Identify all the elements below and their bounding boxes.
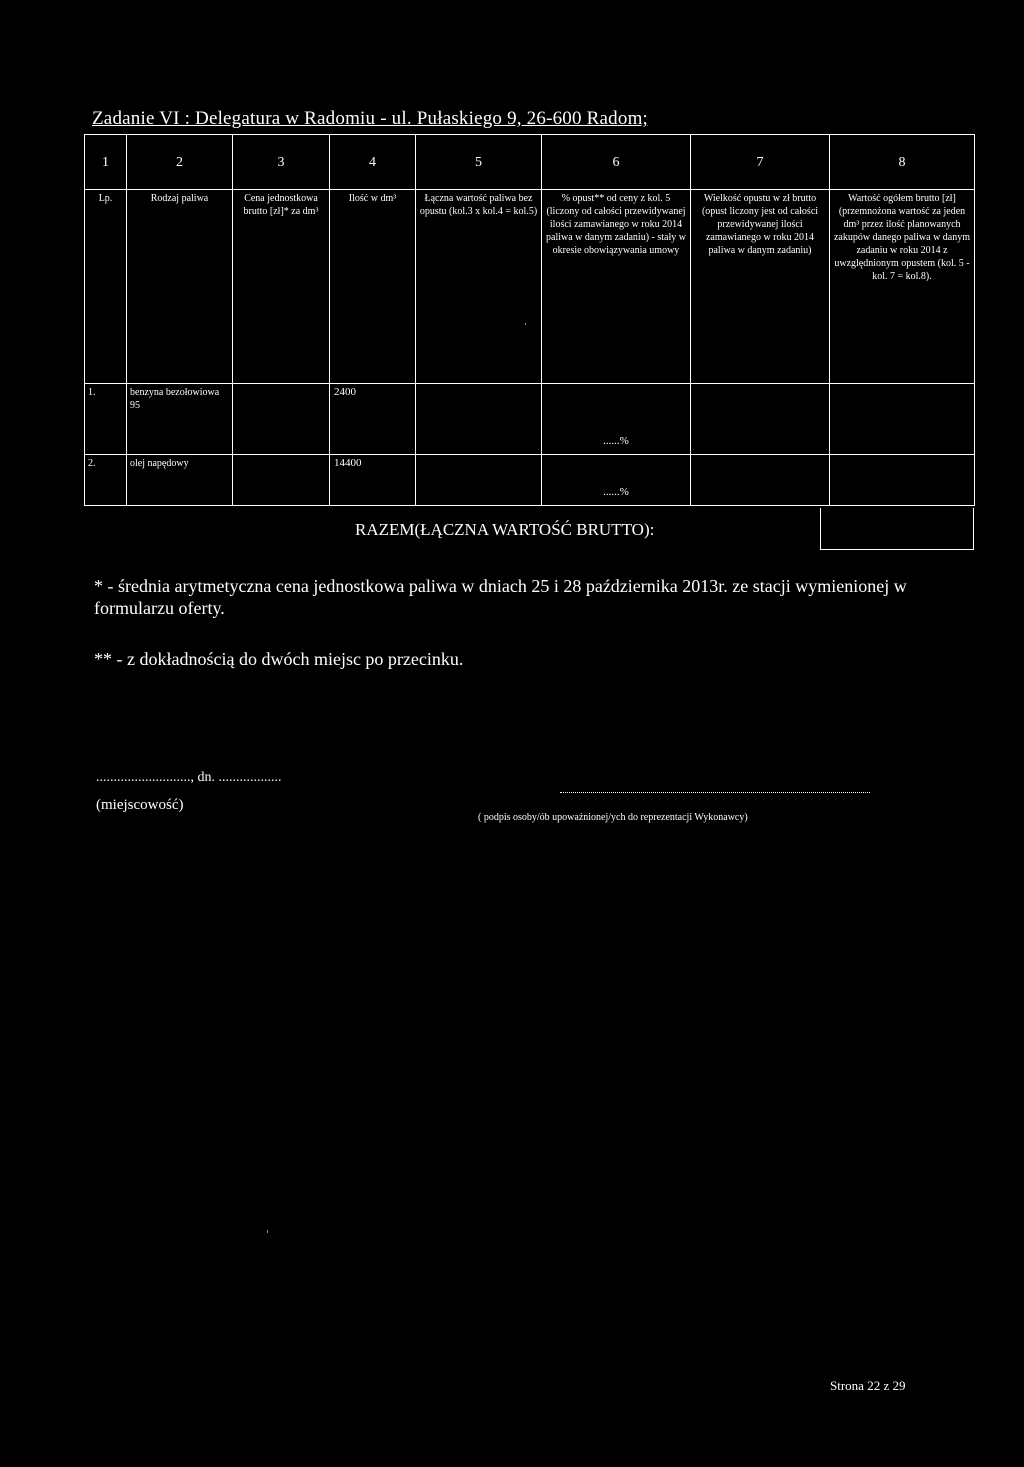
header-quantity: Ilość w dm³ (330, 190, 416, 384)
column-number-row (85, 135, 975, 190)
signature-line[interactable] (560, 792, 870, 793)
row-lp: 2. (85, 455, 127, 506)
column-number: 4 (330, 135, 416, 190)
header-total-gross: Wartość ogółem brutto [zł] (przemnożona wartość za jeden dm³ przez ilość planowanych zakupów danego paliwa w danym zadaniu w roku 2014 z uwzględnionym opustem (kol. 5 - kol. 7 = kol.8). (830, 190, 975, 384)
scan-speck (525, 323, 526, 325)
header-row (85, 190, 975, 384)
column-number: 1 (85, 135, 127, 190)
header-lp: Lp. (85, 190, 127, 384)
row-lp: 1. (85, 384, 127, 455)
place-label: (miejscowość) (96, 797, 184, 813)
row-quantity: 14400 (330, 455, 416, 506)
page-title: Zadanie VI : Delegatura w Radomiu - ul. Pułaskiego 9, 26-600 Radom; (92, 108, 649, 129)
scan-speck (267, 1230, 268, 1233)
row-fuel: benzyna bezołowiowa 95 (127, 384, 233, 455)
page-number: Strona 22 z 29 (830, 1378, 906, 1393)
header-total-without-discount: Łączna wartość paliwa bez opustu (kol.3 x kol.4 = kol.5) (416, 190, 542, 384)
row-value-field[interactable] (416, 384, 542, 455)
column-number: 7 (691, 135, 830, 190)
row-total-field[interactable] (830, 384, 975, 455)
table-row (85, 384, 975, 455)
totals-field[interactable] (820, 508, 974, 550)
row-total-field[interactable] (830, 455, 975, 506)
row-quantity: 2400 (330, 384, 416, 455)
row-discount-amount-field[interactable] (691, 384, 830, 455)
footnote-price: * - średnia arytmetyczna cena jednostkowa paliwa w dniach 25 i 28 października 2013r. ze stacji wymienionej w formularzu oferty. (94, 576, 907, 618)
column-number: 5 (416, 135, 542, 190)
row-value-field[interactable] (416, 455, 542, 506)
row-price-field[interactable] (233, 455, 330, 506)
header-discount-percent: % opust** od ceny z kol. 5 (liczony od całości przewidywanej ilości zamawianego w roku 2014 paliwa w danym zadaniu) - stały w okresie obowiązywania umowy (542, 190, 691, 384)
totals-label: RAZEM(ŁĄCZNA WARTOŚĆ BRUTTO): (355, 520, 655, 539)
column-number: 3 (233, 135, 330, 190)
row-fuel: olej napędowy (127, 455, 233, 506)
header-fuel-type: Rodzaj paliwa (127, 190, 233, 384)
row-discount-amount-field[interactable] (691, 455, 830, 506)
signature-label: ( podpis osoby/ób upoważnionej/ych do reprezentacji Wykonawcy) (478, 812, 748, 823)
place-date-line[interactable]: ..........................., dn. .................. (96, 770, 282, 785)
column-number: 6 (542, 135, 691, 190)
offer-table (84, 134, 975, 506)
header-discount-amount: Wielkość opustu w zł brutto (opust liczony jest od całości przewidywanej ilości zamawianego w roku 2014 paliwa w danym zadaniu) (691, 190, 830, 384)
row-discount-percent-field[interactable]: ......% (542, 384, 691, 455)
row-price-field[interactable] (233, 384, 330, 455)
table-row (85, 455, 975, 506)
row-discount-percent-field[interactable]: ......% (542, 455, 691, 506)
column-number: 8 (830, 135, 975, 190)
footnote-precision: ** - z dokładnością do dwóch miejsc po przecinku. (94, 649, 464, 669)
header-unit-price: Cena jednostkowa brutto [zł]* za dm³ (233, 190, 330, 384)
column-number: 2 (127, 135, 233, 190)
